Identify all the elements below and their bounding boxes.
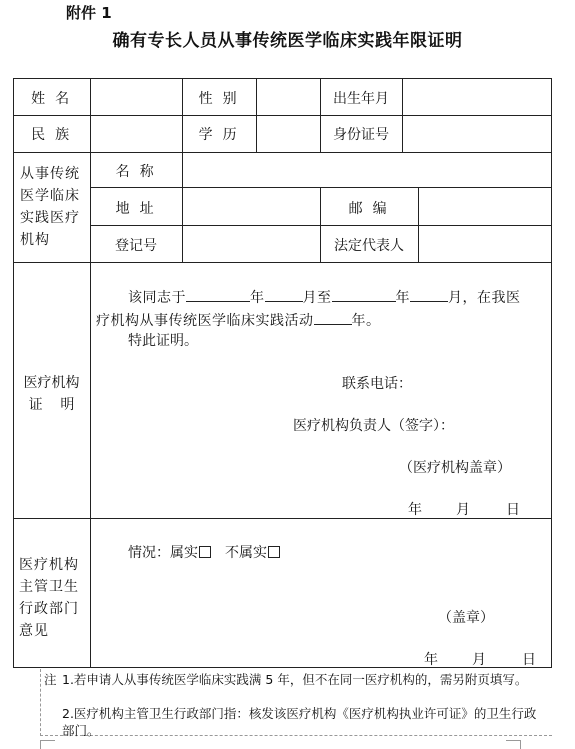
opinion-section-label: 医疗机构主管卫生行政部门意见 [19, 557, 79, 639]
gender-label: 性 别 [198, 91, 240, 107]
signature-label: 医疗机构负责人（签字）： [293, 418, 454, 434]
certificate-line2-prefix: 疗机构从事传统医学临床实践活动 [96, 313, 314, 329]
end-month-blank[interactable] [410, 287, 448, 302]
notes-label: 注 [44, 672, 57, 687]
contact-phone-label: 联系电话： [342, 376, 412, 392]
legal-rep-label: 法定代表人 [334, 238, 404, 254]
opinion-date-day: 日 [522, 652, 536, 668]
start-month-suffix: 月 [302, 290, 317, 306]
certificate-date-day: 日 [506, 502, 520, 518]
ethnicity-field[interactable] [91, 116, 182, 152]
institution-name-label: 名 称 [115, 164, 157, 180]
note-2: 2.医疗机构主管卫生行政部门指：核发该医疗机构《医疗机构执业许可证》的卫生行政部门。 [62, 706, 537, 738]
option-false-checkbox[interactable] [268, 546, 280, 558]
registration-field[interactable] [183, 226, 320, 262]
certificate-line2-suffix: 年。 [351, 313, 381, 329]
name-field[interactable] [91, 79, 182, 115]
postcode-label: 邮 编 [348, 201, 390, 217]
certificate-section-label [13, 372, 90, 416]
legal-rep-field[interactable] [419, 226, 551, 262]
attachment-label: 附件 1 [66, 4, 112, 22]
end-year-suffix: 年 [395, 290, 410, 306]
education-field[interactable] [257, 116, 320, 152]
institution-name-field[interactable] [183, 153, 551, 187]
end-month-suffix: 月，在我医 [448, 290, 521, 306]
option-false-label: 不属实 [225, 545, 267, 561]
certificate-date-month: 月 [456, 502, 470, 518]
years-blank[interactable] [314, 310, 352, 325]
registration-label: 登记号 [115, 238, 157, 254]
opinion-status [128, 542, 280, 562]
birth-label: 出生年月 [333, 91, 389, 107]
to-text: 至 [317, 290, 332, 306]
name-label: 姓 名 [31, 91, 72, 107]
ethnicity-label: 民 族 [31, 127, 72, 143]
opinion-date-year: 年 [424, 652, 438, 668]
institution-section-label: 从事传统医学临床实践医疗机构 [20, 166, 80, 248]
gender-field[interactable] [257, 79, 320, 115]
certificate-label-line1: 医疗机构 [23, 375, 80, 391]
certificate-label-line2: 证 明 [28, 397, 75, 413]
hereby-certify-text: 特此证明。 [128, 333, 198, 349]
opinion-date-month: 月 [472, 652, 486, 668]
note-1: 1.若申请人从事传统医学临床实践满 5 年，但不在同一医疗机构的，需另附页填写。 [62, 672, 528, 687]
certificate-date-year: 年 [408, 502, 422, 518]
postcode-field[interactable] [419, 188, 551, 225]
start-month-blank[interactable] [265, 287, 303, 302]
institution-seal-text: （医疗机构盖章） [399, 460, 511, 476]
status-label: 情况： [128, 545, 170, 561]
page-title: 确有专长人员从事传统医学临床实践年限证明 [112, 31, 463, 51]
education-label: 学 历 [198, 127, 240, 143]
start-year-suffix: 年 [250, 290, 265, 306]
id-number-label: 身份证号 [333, 127, 389, 143]
option-true-checkbox[interactable] [199, 546, 211, 558]
certificate-line2 [96, 310, 381, 330]
option-true-label: 属实 [170, 545, 198, 561]
address-label: 地 址 [115, 201, 157, 217]
opinion-seal-text: （盖章） [438, 610, 494, 626]
address-field[interactable] [183, 188, 320, 225]
id-number-field[interactable] [403, 116, 551, 152]
birth-field[interactable] [403, 79, 551, 115]
end-year-blank[interactable] [332, 287, 396, 302]
certificate-date [408, 499, 520, 519]
certificate-line1 [128, 287, 521, 307]
opinion-date [424, 649, 536, 669]
certificate-text-prefix: 该同志于 [128, 290, 186, 306]
start-year-blank[interactable] [186, 287, 250, 302]
